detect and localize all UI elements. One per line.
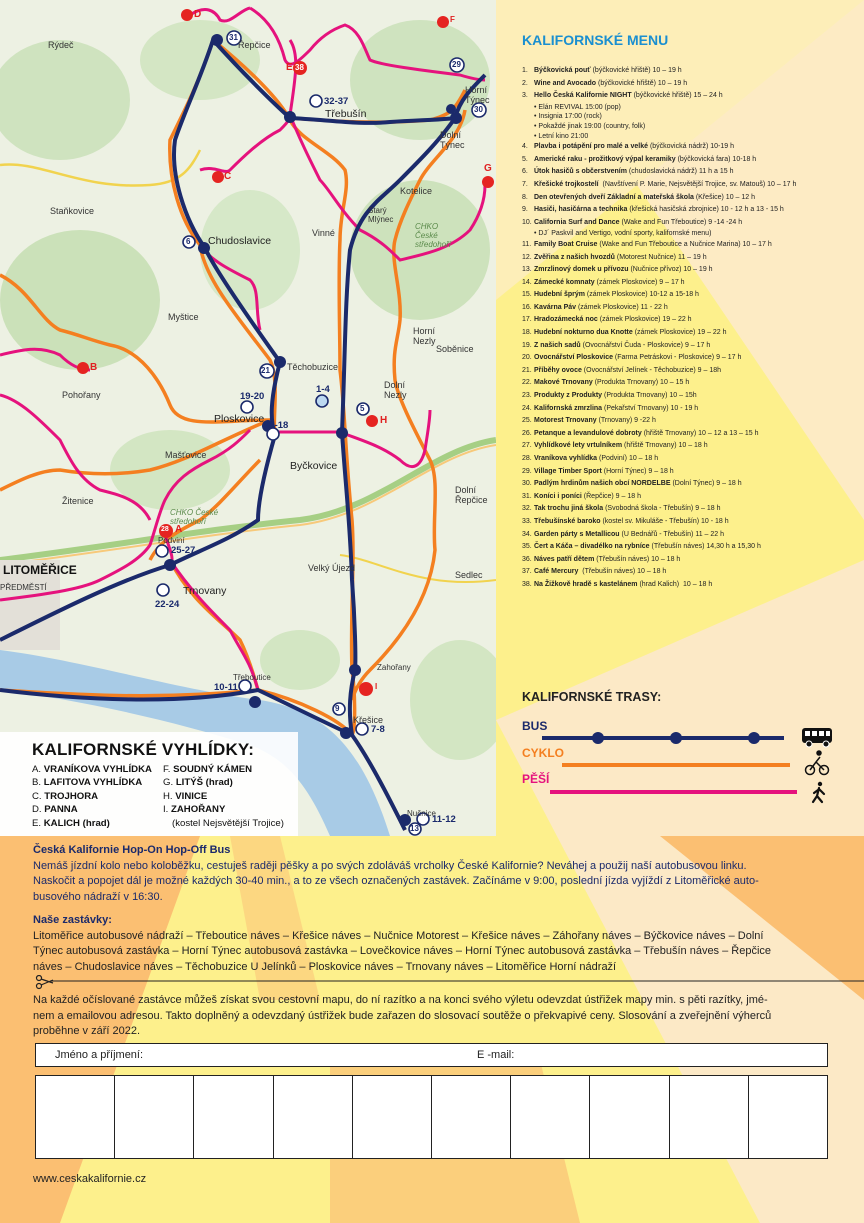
stop-number[interactable]: 22-24 bbox=[155, 599, 180, 610]
legend-item: F. SOUDNÝ KÁMEN bbox=[163, 764, 253, 775]
menu-item bbox=[522, 566, 857, 579]
email-field[interactable] bbox=[531, 1046, 821, 1064]
menu-subitem bbox=[522, 103, 857, 113]
bus-stop-sample bbox=[670, 732, 682, 744]
menu-item-name: Vyhlídkové lety vrtulníkem bbox=[534, 442, 623, 450]
menu-item-name: Padlým hrdinům našich obcí NORDELBE bbox=[534, 480, 671, 488]
menu-item-number: 27. bbox=[522, 442, 532, 450]
menu-item-detail: (Třebušín náves) 14,30 h a 15,30 h bbox=[649, 543, 761, 551]
map-label: Žitenice bbox=[62, 496, 94, 506]
menu-item-name: Hello Česká Kalifornie NIGHT bbox=[534, 92, 632, 100]
menu-item-name: Motorest Trnovany bbox=[534, 417, 597, 425]
map-label: Soběnice bbox=[436, 344, 474, 354]
legend-item: (kostel Nejsvětější Trojice) bbox=[172, 817, 284, 829]
stop-number[interactable]: 29 bbox=[452, 60, 461, 69]
menu-item bbox=[522, 289, 857, 302]
route-label-bus: BUS bbox=[522, 719, 548, 733]
menu-item-detail: (Horní Týnec) 9 – 18 h bbox=[601, 467, 674, 475]
menu-item bbox=[522, 491, 857, 504]
menu-item bbox=[522, 302, 857, 315]
viewpoint-letter[interactable]: D bbox=[194, 9, 202, 20]
menu-subitem bbox=[522, 132, 857, 142]
menu-item bbox=[522, 252, 857, 265]
stamp-box bbox=[432, 1076, 511, 1158]
menu-item-number: 29. bbox=[522, 467, 532, 475]
bicycle-icon bbox=[806, 751, 829, 775]
menu-item-number: 14. bbox=[522, 278, 532, 286]
map-label: Staňkovice bbox=[50, 206, 95, 216]
menu-item-detail: (zámek Ploskovice) 19 – 22 h bbox=[632, 329, 727, 337]
map-label: Mašťovice bbox=[165, 450, 207, 460]
menu-item bbox=[522, 403, 857, 416]
stop-number[interactable]: 11-12 bbox=[432, 814, 456, 825]
bus-info-title: Česká Kalifornie Hop-On Hop-Off Bus bbox=[33, 844, 231, 856]
legend-item: B. LAFITOVA VYHLÍDKA bbox=[32, 777, 143, 789]
menu-item-name: Zmrzlinový domek u přívozu bbox=[534, 266, 629, 274]
menu-item-number: 16. bbox=[522, 303, 532, 311]
menu-item-detail: (Svobodná škola - Třebušín) 9 – 18 h bbox=[603, 505, 721, 513]
route-map[interactable] bbox=[0, 0, 496, 836]
menu-list bbox=[522, 65, 857, 592]
menu-item-name: Garden párty s Metallicou bbox=[534, 530, 620, 538]
menu-subitem-text: • Elán REVIVAL 15:00 (pop) bbox=[534, 103, 621, 111]
menu-item-number: 20. bbox=[522, 354, 532, 362]
kalifornske-menu bbox=[522, 32, 857, 592]
viewpoint-number: 28 bbox=[161, 526, 169, 533]
stamp-box bbox=[194, 1076, 273, 1158]
map-label: Trnovany bbox=[183, 585, 227, 597]
map-label-protected-area: CHKO České středohoří bbox=[415, 222, 452, 249]
map-label: Řepčice bbox=[238, 40, 271, 50]
stamp-box bbox=[511, 1076, 590, 1158]
map-label: Dolní Nezly bbox=[384, 380, 407, 400]
map-label: Těchobuzice bbox=[287, 362, 339, 372]
map-label: Nučnice bbox=[407, 809, 436, 818]
menu-item-name: Zámecké komnaty bbox=[534, 278, 595, 286]
forest-area bbox=[260, 630, 340, 690]
menu-item-name: Zvěřina z našich hvozdů bbox=[534, 253, 615, 261]
walking-person-icon bbox=[813, 782, 824, 802]
cut-line bbox=[35, 975, 864, 991]
menu-item-name: Den otevřených dveří Základní a mateřská škola bbox=[534, 193, 694, 201]
menu-item-detail: (Produkta Trnovany) 10 – 15h bbox=[602, 392, 697, 400]
menu-item bbox=[522, 277, 857, 290]
menu-item bbox=[522, 365, 857, 378]
menu-item-name: California Surf and Dance bbox=[534, 218, 620, 226]
menu-item-detail: (Ovocnářství Čuda - Ploskovice) 9 – 17 h bbox=[580, 341, 711, 349]
menu-item bbox=[522, 390, 857, 403]
menu-item-name: Hasiči, hasičárna a technika bbox=[534, 206, 628, 214]
map-label: Třebušín bbox=[325, 108, 367, 120]
map-label: Dolní Týnec bbox=[440, 130, 465, 150]
stop-number[interactable]: 7-8 bbox=[371, 724, 385, 735]
map-label: Ploskovice bbox=[214, 413, 265, 425]
legend-item: D. PANNA bbox=[32, 804, 78, 816]
map-label: Dolní Řepčice bbox=[455, 485, 488, 505]
menu-item bbox=[522, 327, 857, 340]
stop-number[interactable]: 10-11 bbox=[214, 682, 238, 693]
stops-info bbox=[33, 913, 833, 975]
viewpoint-number: 38 bbox=[295, 63, 304, 72]
map-label: Sedlec bbox=[455, 570, 483, 580]
menu-item-detail: (Třebušín náves) 10 – 18 h bbox=[594, 555, 681, 563]
map-label: Pohořany bbox=[62, 390, 101, 400]
stop-number[interactable]: 14-18 bbox=[264, 420, 289, 431]
map-label: Starý Mlýnec bbox=[368, 206, 394, 224]
menu-item-number: 37. bbox=[522, 568, 532, 576]
menu-item-detail: (Produkta Trnovany) 10 – 15 h bbox=[592, 379, 690, 387]
route-label-pesi: PĚŠÍ bbox=[522, 772, 550, 786]
menu-item bbox=[522, 217, 857, 230]
stamp-box bbox=[749, 1076, 827, 1158]
menu-item-detail: (Třebušín náves) 10 – 18 h bbox=[578, 568, 667, 576]
menu-item-number: 11. bbox=[522, 240, 532, 248]
stops-info-text: Týnec autobusová zastávka – Horní Týnec autobusová zastávka – Lovečkovice náves – Horní Týnec autobusová zastávka – Třebušín náves – Řepčice bbox=[33, 945, 772, 957]
menu-item-name: Hudební šprým bbox=[534, 291, 585, 299]
menu-item-number: 10. bbox=[522, 218, 532, 226]
menu-item-number: 3. bbox=[522, 92, 528, 100]
menu-item-number: 34. bbox=[522, 530, 532, 538]
viewpoint-letter[interactable]: I bbox=[375, 682, 378, 691]
map-label: PŘEDMĚSTÍ bbox=[0, 583, 47, 592]
menu-item-detail: (Křešice) 10 – 12 h bbox=[693, 193, 755, 201]
menu-item-name: Tak trochu jiná škola bbox=[534, 505, 604, 513]
menu-item bbox=[522, 65, 857, 78]
menu-item-number: 26. bbox=[522, 429, 532, 437]
map-label: Vinné bbox=[312, 228, 335, 238]
menu-item-number: 13. bbox=[522, 266, 532, 274]
map-label: Horní Nezly bbox=[413, 326, 436, 346]
menu-item bbox=[522, 179, 857, 192]
stop-number[interactable]: 19-20 bbox=[240, 391, 265, 402]
stamp-box bbox=[274, 1076, 353, 1158]
menu-item bbox=[522, 579, 857, 592]
competition-info bbox=[33, 993, 833, 1040]
menu-item-detail: (hřiště Trnovany) 10 – 12 a 13 – 15 h bbox=[641, 429, 759, 437]
viewpoints-legend bbox=[0, 732, 298, 836]
menu-item bbox=[522, 340, 857, 353]
menu-item bbox=[522, 154, 857, 167]
menu-item bbox=[522, 541, 857, 554]
menu-item-number: 28. bbox=[522, 455, 532, 462]
menu-item-number: 23. bbox=[522, 392, 532, 400]
viewpoint-letter[interactable]: C bbox=[224, 171, 232, 182]
menu-item-name: Na Žižkově hradě s kastelánem bbox=[534, 580, 638, 588]
menu-item-detail: (Pekařství Trnovany) 10 - 19 h bbox=[602, 404, 699, 412]
menu-item-name: Kalifornská zmrzlina bbox=[534, 404, 603, 412]
menu-item-detail: (Podviní) 10 – 18 h bbox=[597, 455, 659, 462]
menu-subitem-text: • Insignia 17:00 (rock) bbox=[534, 113, 602, 121]
name-label: Jméno a příjmení: bbox=[55, 1049, 144, 1061]
menu-item-name: Vraníkova vyhlídka bbox=[534, 455, 598, 462]
map-label: Třeboutice bbox=[233, 673, 271, 682]
website-url[interactable]: www.ceskakalifornie.cz bbox=[33, 1173, 147, 1185]
stop-number[interactable]: 1-4 bbox=[316, 384, 330, 395]
menu-item bbox=[522, 314, 857, 327]
legend-item: A. VRANÍKOVA VYHLÍDKA bbox=[32, 764, 152, 775]
menu-item-name: Makové Trnovany bbox=[534, 379, 593, 387]
menu-item-detail: (býčkovické hřiště) 15 – 24 h bbox=[631, 92, 723, 100]
map-label: Velký Újezd bbox=[308, 563, 356, 573]
menu-item-detail: (býčkovická nádrž) 10-19 h bbox=[648, 143, 734, 151]
menu-item bbox=[522, 440, 857, 453]
menu-item-detail: (zámek Ploskovice) 11 - 22 h bbox=[576, 303, 668, 311]
menu-item-detail: (hřiště Trnovany) 10 – 18 h bbox=[622, 442, 708, 450]
menu-item-name: Village Timber Sport bbox=[534, 467, 602, 475]
menu-item-detail: (křešická hasičská zbrojnice) 10 - 12 h a 13 - 15 h bbox=[627, 206, 784, 214]
map-label-protected-area: CHKO České středohoří bbox=[170, 508, 219, 526]
menu-item-detail: (hrad Kalich) 10 – 18 h bbox=[637, 580, 713, 588]
forest-area bbox=[350, 180, 490, 320]
contact-form-row bbox=[35, 1043, 828, 1067]
menu-item-number: 30. bbox=[522, 480, 532, 488]
menu-item-name: Café Mercury bbox=[534, 568, 579, 576]
menu-item-name: Třebušínské baroko bbox=[534, 517, 601, 525]
menu-item bbox=[522, 239, 857, 252]
menu-item bbox=[522, 377, 857, 390]
menu-item bbox=[522, 78, 857, 91]
menu-item-number: 21. bbox=[522, 366, 532, 374]
menu-item-detail: (býčkovické hřiště) 10 – 19 h bbox=[590, 67, 682, 74]
menu-item-detail: (Nučnice přívoz) 10 – 19 h bbox=[628, 266, 713, 274]
stamp-box bbox=[670, 1076, 749, 1158]
menu-item-name: Plavba i potápění pro malé a velké bbox=[534, 143, 648, 151]
menu-item bbox=[522, 516, 857, 529]
stops-info-text: náves – Chudoslavice náves – Těchobuzice U Jelínků – Ploskovice náves – Trnovany náves – Litoměřice Horní nádraží bbox=[33, 960, 617, 973]
menu-item-name: Útok hasičů s občerstvením bbox=[534, 168, 627, 176]
menu-item-number: 32. bbox=[522, 505, 532, 513]
menu-item-detail: (U Bednářů - Třebušín) 11 – 22 h bbox=[619, 530, 725, 538]
menu-item-detail: (kostel sv. Mikuláše - Třebušín) 10 - 18 h bbox=[600, 517, 729, 525]
menu-item-detail: (Ovocnářství Jelínek - Těchobuzice) 9 – 18h bbox=[581, 366, 722, 374]
menu-item-number: 22. bbox=[522, 379, 532, 387]
menu-subitem bbox=[522, 122, 857, 132]
viewpoint-letter[interactable]: B bbox=[90, 362, 98, 373]
stop-number[interactable]: 32-37 bbox=[324, 96, 349, 107]
menu-subitem bbox=[522, 112, 857, 122]
stamp-box bbox=[590, 1076, 669, 1158]
menu-item-name: Příběhy ovoce bbox=[534, 366, 582, 374]
legend-item: H. VINICE bbox=[163, 790, 208, 802]
stops-info-text: Litoměřice autobusové nádraží – Třeboutice náves – Křešice náves – Nučnice Motorest – Křešice náves – Záhořany náves – Býčkovice náves – Dolní bbox=[33, 929, 764, 942]
routes-title: KALIFORNSKÉ TRASY: bbox=[522, 690, 662, 704]
forest-area bbox=[140, 20, 260, 100]
menu-item-number: 15. bbox=[522, 291, 532, 299]
bus-info-text: busového nádraží v 16:30. bbox=[33, 890, 163, 903]
bus-info-text: Naskočit a popojet dál je možné každých 30-40 min., a to ze všech označených zastávek. Začínáme v 9:00, poslední jízda vyjíždí z Litoměřické auto- bbox=[33, 875, 759, 887]
bus-info-text: Nemáš jízdní kolo nebo koloběžku, cestuješ raději pěšky a po svých zdoláváš vrcholky České Kalifornie? Neváhej a použij naší autobusovou linku. bbox=[33, 859, 747, 872]
menu-item-name: Náves patří dětem bbox=[534, 555, 595, 563]
menu-item-number: 8. bbox=[522, 193, 528, 201]
menu-item-number: 25. bbox=[522, 417, 532, 425]
menu-item-detail: (zámek Ploskovice) 19 – 22 h bbox=[597, 316, 692, 324]
bus-info bbox=[33, 843, 833, 905]
menu-item-number: 35. bbox=[522, 543, 532, 551]
menu-item-detail: (Wake and Fun Třeboutice) 9 -14 -24 h bbox=[619, 218, 743, 226]
menu-item-number: 24. bbox=[522, 404, 532, 412]
menu-item-number: 4. bbox=[522, 143, 528, 151]
menu-item-name: Hudební nokturno dua Knotte bbox=[534, 329, 633, 337]
menu-item-name: Family Boat Cruise bbox=[534, 240, 598, 248]
name-field[interactable] bbox=[186, 1046, 476, 1064]
map-label-city: LITOMĚŘICE bbox=[3, 563, 77, 577]
legend-column-right bbox=[163, 763, 284, 830]
menu-item bbox=[522, 554, 857, 567]
map-label: Horní Týnec bbox=[465, 85, 490, 105]
menu-item-number: 7. bbox=[522, 180, 528, 188]
stamp-box bbox=[353, 1076, 432, 1158]
legend-item: C. TROJHORA bbox=[32, 790, 99, 802]
email-label: E -mail: bbox=[477, 1049, 515, 1061]
map-label: Byčkovice bbox=[290, 460, 338, 472]
menu-item-name: Wine and Avocado bbox=[534, 79, 597, 87]
menu-item-detail: (Farma Petráskovi - Ploskovice) 9 – 17 h bbox=[612, 354, 742, 362]
menu-item-number: 5. bbox=[522, 155, 528, 163]
viewpoint-letter[interactable]: H bbox=[380, 415, 388, 426]
routes-legend bbox=[522, 690, 842, 810]
legend-item: G. LITÝŠ (hrad) bbox=[163, 777, 233, 789]
stop-number[interactable]: 21 bbox=[261, 366, 270, 375]
bus-stop-sample bbox=[592, 732, 604, 744]
stamp-box bbox=[115, 1076, 194, 1158]
bus-icon bbox=[802, 728, 832, 747]
menu-item-detail: (Trnovany) 9 -22 h bbox=[596, 417, 656, 425]
menu-item-number: 1. bbox=[522, 67, 528, 74]
legend-title: KALIFORNSKÉ VYHLÍDKY: bbox=[32, 740, 255, 759]
menu-item-detail: (zámek Ploskovice) 9 – 17 h bbox=[594, 278, 685, 286]
competition-text: Na každé očíslované zastávce můžeš získat svou cestovní mapu, do ní razítko a na konci svého výletu odevzdat ústřižek mapy min. s pěti razítky, jmé- bbox=[33, 994, 768, 1006]
menu-item-number: 17. bbox=[522, 316, 532, 324]
stop-number[interactable]: 13 bbox=[410, 824, 419, 833]
menu-subitem bbox=[522, 229, 857, 239]
menu-item-name: Ovocnářství Ploskovice bbox=[534, 354, 613, 362]
legend-column-left bbox=[32, 763, 152, 830]
menu-item-name: Americké raku - prožitkový výpal keramiky bbox=[534, 155, 676, 163]
viewpoint-letter[interactable]: A bbox=[175, 524, 183, 535]
menu-item-detail: (Wake and Fun Třeboutice a Nučnice Marina) 10 – 17 h bbox=[597, 240, 772, 248]
routes-legend-graphics bbox=[522, 690, 842, 810]
viewpoint-letter[interactable]: G bbox=[484, 163, 492, 174]
menu-item bbox=[522, 204, 857, 217]
stop-number[interactable]: 6 bbox=[186, 237, 191, 246]
menu-item bbox=[522, 428, 857, 441]
menu-item bbox=[522, 466, 857, 479]
menu-item-detail: (Řepčice) 9 – 18 h bbox=[581, 492, 641, 500]
competition-text: nem a emailovou adresou. Takto doplněný a odevzdaný ústřižek bude zařazen do slosovací soutěže o překvapivé ceny. Slosování a zveřejnění výherců bbox=[33, 1009, 772, 1022]
menu-item-number: 6. bbox=[522, 168, 528, 176]
menu-title: KALIFORNSKÉ MENU bbox=[522, 32, 669, 48]
menu-subitem-text: • Pokaždé jinak 19:00 (country, folk) bbox=[534, 122, 646, 130]
menu-item-detail: (býčkovické hřiště) 10 – 19 h bbox=[596, 79, 688, 87]
menu-subitem-text: • DJ´ Paskvil and Vertigo, vodní sporty, kalifornské menu) bbox=[534, 230, 712, 238]
menu-item bbox=[522, 264, 857, 277]
menu-item-number: 19. bbox=[522, 341, 532, 349]
menu-item bbox=[522, 90, 857, 103]
bus-stop-sample bbox=[748, 732, 760, 744]
menu-item bbox=[522, 503, 857, 516]
menu-item-name: Produkty z Produkty bbox=[534, 392, 603, 400]
menu-item-name: Býčkovická pouť bbox=[534, 67, 591, 74]
menu-item-number: 2. bbox=[522, 79, 528, 87]
stop-number[interactable]: 9 bbox=[335, 704, 340, 713]
menu-item-number: 38. bbox=[522, 580, 532, 588]
stop-number[interactable]: 30 bbox=[474, 105, 483, 114]
menu-item-name: Z našich sadů bbox=[534, 341, 581, 349]
menu-item-detail: (chudoslavická nádrž) 11 h a 15 h bbox=[626, 168, 734, 176]
stop-number[interactable]: 31 bbox=[229, 33, 238, 42]
competition-text: proběhne v září 2022. bbox=[33, 1025, 141, 1037]
menu-item-detail: (Dolní Týnec) 9 – 18 h bbox=[670, 480, 742, 488]
menu-item-number: 18. bbox=[522, 329, 532, 337]
forest-area bbox=[200, 190, 300, 310]
menu-item-name: Petanque a levandulové dobroty bbox=[534, 429, 642, 437]
stamp-box bbox=[36, 1076, 115, 1158]
map-label: Chudoslavice bbox=[208, 235, 272, 247]
menu-item bbox=[522, 166, 857, 179]
stops-info-title: Naše zastávky: bbox=[33, 914, 112, 926]
menu-item bbox=[522, 192, 857, 205]
menu-item-number: 9. bbox=[522, 206, 528, 214]
stop-number[interactable]: 5 bbox=[360, 404, 365, 413]
menu-item bbox=[522, 415, 857, 428]
viewpoint-letter[interactable]: E bbox=[286, 62, 293, 73]
map-label: Rýdeč bbox=[48, 40, 74, 50]
menu-item-number: 36. bbox=[522, 555, 532, 563]
menu-item bbox=[522, 352, 857, 365]
menu-item-name: Čert a Káča – divadélko na rybníce bbox=[534, 543, 650, 551]
map-label: Podviní bbox=[158, 536, 185, 545]
legend-item: I. ZAHOŘANY bbox=[163, 804, 226, 816]
menu-subitem-text: • Letní kino 21:00 bbox=[534, 132, 589, 140]
menu-item bbox=[522, 529, 857, 542]
menu-item-name: Křešické trojkostelí bbox=[534, 180, 599, 188]
route-label-cyklo: CYKLO bbox=[522, 746, 564, 760]
scissors-icon bbox=[37, 976, 54, 989]
menu-item-detail: (býčkovická fara) 10-18 h bbox=[675, 155, 757, 163]
menu-item bbox=[522, 453, 857, 466]
menu-item-name: Kavárna Páv bbox=[534, 303, 577, 311]
map-label: Křešice bbox=[353, 715, 384, 725]
viewpoint-letter[interactable]: F bbox=[450, 15, 455, 24]
menu-item-detail: (Motorest Nučnice) 11 – 19 h bbox=[614, 253, 707, 261]
map-label: Zahořany bbox=[377, 663, 411, 672]
menu-item-detail: (Navštívení P. Marie, Nejsvětější Trojice, sv. Matouš) 10 – 17 h bbox=[598, 180, 797, 188]
map-label: Kotelice bbox=[400, 186, 433, 196]
menu-item-number: 31. bbox=[522, 492, 532, 500]
menu-item-number: 33. bbox=[522, 517, 532, 525]
map-label: Myštice bbox=[168, 312, 199, 322]
menu-item bbox=[522, 478, 857, 491]
menu-item-detail: (zámek Ploskovice) 10-12 a 15-18 h bbox=[584, 291, 699, 299]
menu-item-name: Hradozámecká noc bbox=[534, 316, 598, 324]
menu-item bbox=[522, 141, 857, 154]
legend-item: E. KALICH (hrad) bbox=[32, 817, 110, 829]
stamp-boxes bbox=[35, 1075, 828, 1159]
menu-item-name: Koníci i poníci bbox=[534, 492, 582, 500]
stop-number[interactable]: 25-27 bbox=[171, 545, 196, 556]
menu-item-number: 12. bbox=[522, 253, 532, 261]
